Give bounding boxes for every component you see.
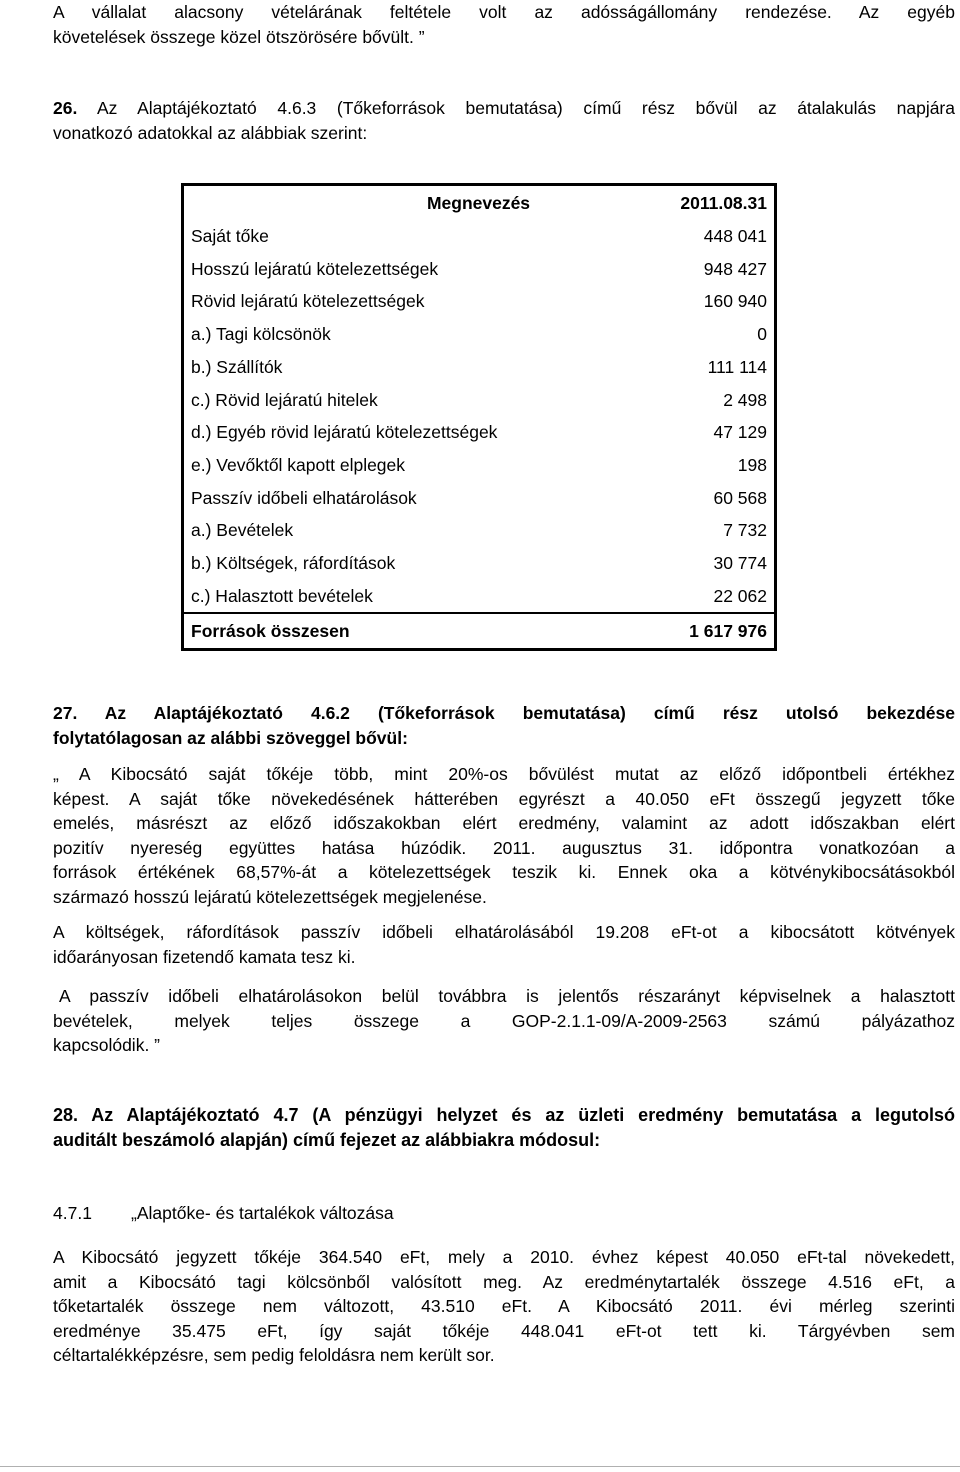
section-27-paragraph-2 — [53, 920, 955, 969]
row-label: c.) Rövid lejáratú hitelek — [191, 389, 378, 410]
row-value: 948 427 — [703, 258, 767, 279]
text-line: A Kibocsátó jegyzett tőkéje 364.540 eFt, mely a 2010. évhez képest 40.050 eFt-tal növekedett, — [53, 1247, 955, 1267]
row-label: a.) Tagi kölcsönök — [191, 324, 331, 345]
subsection-number: 4.7.1 — [53, 1203, 92, 1223]
table-row — [183, 416, 776, 449]
text-line: források értékének 68,57%-át a kötelezettségek teszik ki. Ennek oka a kötvénykibocsátásokból — [53, 862, 955, 882]
row-label: b.) Szállítók — [191, 356, 283, 377]
text-line: képest. A saját tőke növekedésének hátterében egyrészt a 40.050 eFt összegű jegyzett tőke — [53, 788, 955, 809]
row-value: 198 — [737, 454, 767, 475]
section-28-heading — [53, 1103, 955, 1152]
text-line: időarányosan fizetendő kamata tesz ki. — [53, 946, 356, 967]
row-label: Rövid lejáratú kötelezettségek — [191, 291, 425, 312]
text-line: kapcsolódik. ” — [53, 1035, 160, 1055]
text-line: „ A Kibocsátó saját tőkéje több, mint 20%-os bővülést mutat az előző időpontbeli értékhez — [53, 764, 955, 784]
row-label: d.) Egyéb rövid lejáratú kötelezettségek — [191, 422, 498, 443]
text-line: bevételek, melyek teljes összege a GOP-2.1.1-09/A-2009-2563 számú pályázathoz — [53, 1010, 955, 1031]
row-value: 0 — [757, 324, 767, 345]
section-27-paragraph-3 — [53, 984, 955, 1058]
total-label: Források összesen — [183, 613, 631, 650]
row-value: 448 041 — [703, 226, 767, 247]
section-27-paragraph-1 — [53, 762, 955, 909]
row-value: 2 498 — [723, 389, 767, 410]
section-26-line-2: vonatkozó adatokkal az alábbiak szerint: — [53, 122, 368, 143]
final-paragraph — [53, 1245, 955, 1368]
row-label: c.) Halasztott bevételek — [191, 585, 373, 606]
table-row — [183, 220, 776, 253]
page-bottom-rule — [0, 1466, 960, 1467]
row-value: 60 568 — [713, 487, 767, 508]
section-27-number: 27. — [53, 703, 78, 723]
section-26-line-1: Az Alaptájékoztató 4.6.3 (Tőkeforrások bemutatása) című rész bővül az átalakulás napjára — [97, 98, 955, 118]
row-value: 111 114 — [707, 356, 767, 377]
capital-sources-table — [181, 183, 777, 651]
section-27-heading — [53, 701, 955, 750]
table-header-label: Megnevezés — [426, 192, 531, 213]
text-line: céltartalékképzésre, sem pedig feloldásra nem került sor. — [53, 1345, 495, 1365]
table-total-row — [183, 613, 776, 650]
text-line: származó hosszú lejáratú kötelezettségek megjelenése. — [53, 886, 487, 907]
table-row — [183, 383, 776, 416]
section-28-line-2: auditált beszámoló alapján) című fejezet az alábbiakra módosul: — [53, 1129, 601, 1150]
table-row — [183, 449, 776, 482]
table-row — [183, 351, 776, 384]
table-header-row — [183, 185, 776, 221]
section-27-heading-line-2: folytatólagosan az alábbi szöveggel bővül: — [53, 727, 408, 748]
text-line: pozitív nyereség együttes hatása húzódik. 2011. augusztus 31. időpontra vonatkozóan a — [53, 837, 955, 858]
table-row — [183, 580, 776, 614]
row-value: 30 774 — [713, 552, 767, 573]
section-26-number: 26. — [53, 98, 78, 118]
section-26 — [53, 96, 955, 145]
table-row — [183, 547, 776, 580]
intro-paragraph — [53, 0, 955, 49]
row-label: Saját tőke — [191, 226, 269, 247]
text-line: amit a Kibocsátó tagi kölcsönből valósított meg. Az eredménytartalék összege 4.516 eFt, a — [53, 1271, 955, 1292]
text-line: emelés, másrészt az előző időszakokban elért eredmény, valamint az adott időszakban elért — [53, 813, 955, 833]
row-label: b.) Költségek, ráfordítások — [191, 552, 396, 573]
total-value: 1 617 976 — [630, 613, 776, 650]
intro-line-1: A vállalat alacsony vételárának feltétele volt az adósságállomány rendezése. Az egyéb — [53, 2, 955, 22]
subsection-title: „Alaptőke- és tartalékok változása — [131, 1203, 394, 1223]
row-value: 22 062 — [713, 585, 767, 606]
text-line: A költségek, ráfordítások passzív időbeli elhatárolásából 19.208 eFt-ot a kibocsátott kötvények — [53, 922, 955, 942]
table-row — [183, 482, 776, 515]
row-value: 7 732 — [723, 520, 767, 541]
row-value: 160 940 — [703, 291, 767, 312]
row-label: e.) Vevőktől kapott elplegek — [191, 454, 406, 475]
section-28-line-1: Az Alaptájékoztató 4.7 (A pénzügyi helyzet és az üzleti eredmény bemutatása a legutolsó — [91, 1105, 955, 1125]
table-header-date: 2011.08.31 — [680, 192, 767, 213]
table-row — [183, 253, 776, 286]
text-line: eredménye 35.475 eFt, így saját tőkéje 448.041 eFt-ot tett ki. Tárgyévben sem — [53, 1320, 955, 1341]
section-27-heading-line-1: Az Alaptájékoztató 4.6.2 (Tőkeforrások bemutatása) című rész utolsó bekezdése — [104, 703, 956, 723]
row-label: a.) Bevételek — [191, 520, 294, 541]
row-label: Hosszú lejáratú kötelezettségek — [191, 258, 439, 279]
table-row — [183, 318, 776, 351]
section-28-number: 28. — [53, 1105, 79, 1125]
row-value: 47 129 — [713, 422, 767, 443]
row-label: Passzív időbeli elhatárolások — [191, 487, 417, 508]
subsection-4-7-1 — [53, 1201, 955, 1226]
intro-line-2: követelések összege közel ötszörösére bővült. ” — [53, 26, 425, 47]
text-line: A passzív időbeli elhatárolásokon belül továbbra is jelentős részarányt képviselnek a halasztott — [59, 986, 955, 1006]
table-row — [183, 514, 776, 547]
text-line: tőketartalék összege nem változott, 43.510 eFt. A Kibocsátó 2011. évi mérleg szerinti — [53, 1296, 955, 1316]
table-row — [183, 285, 776, 318]
